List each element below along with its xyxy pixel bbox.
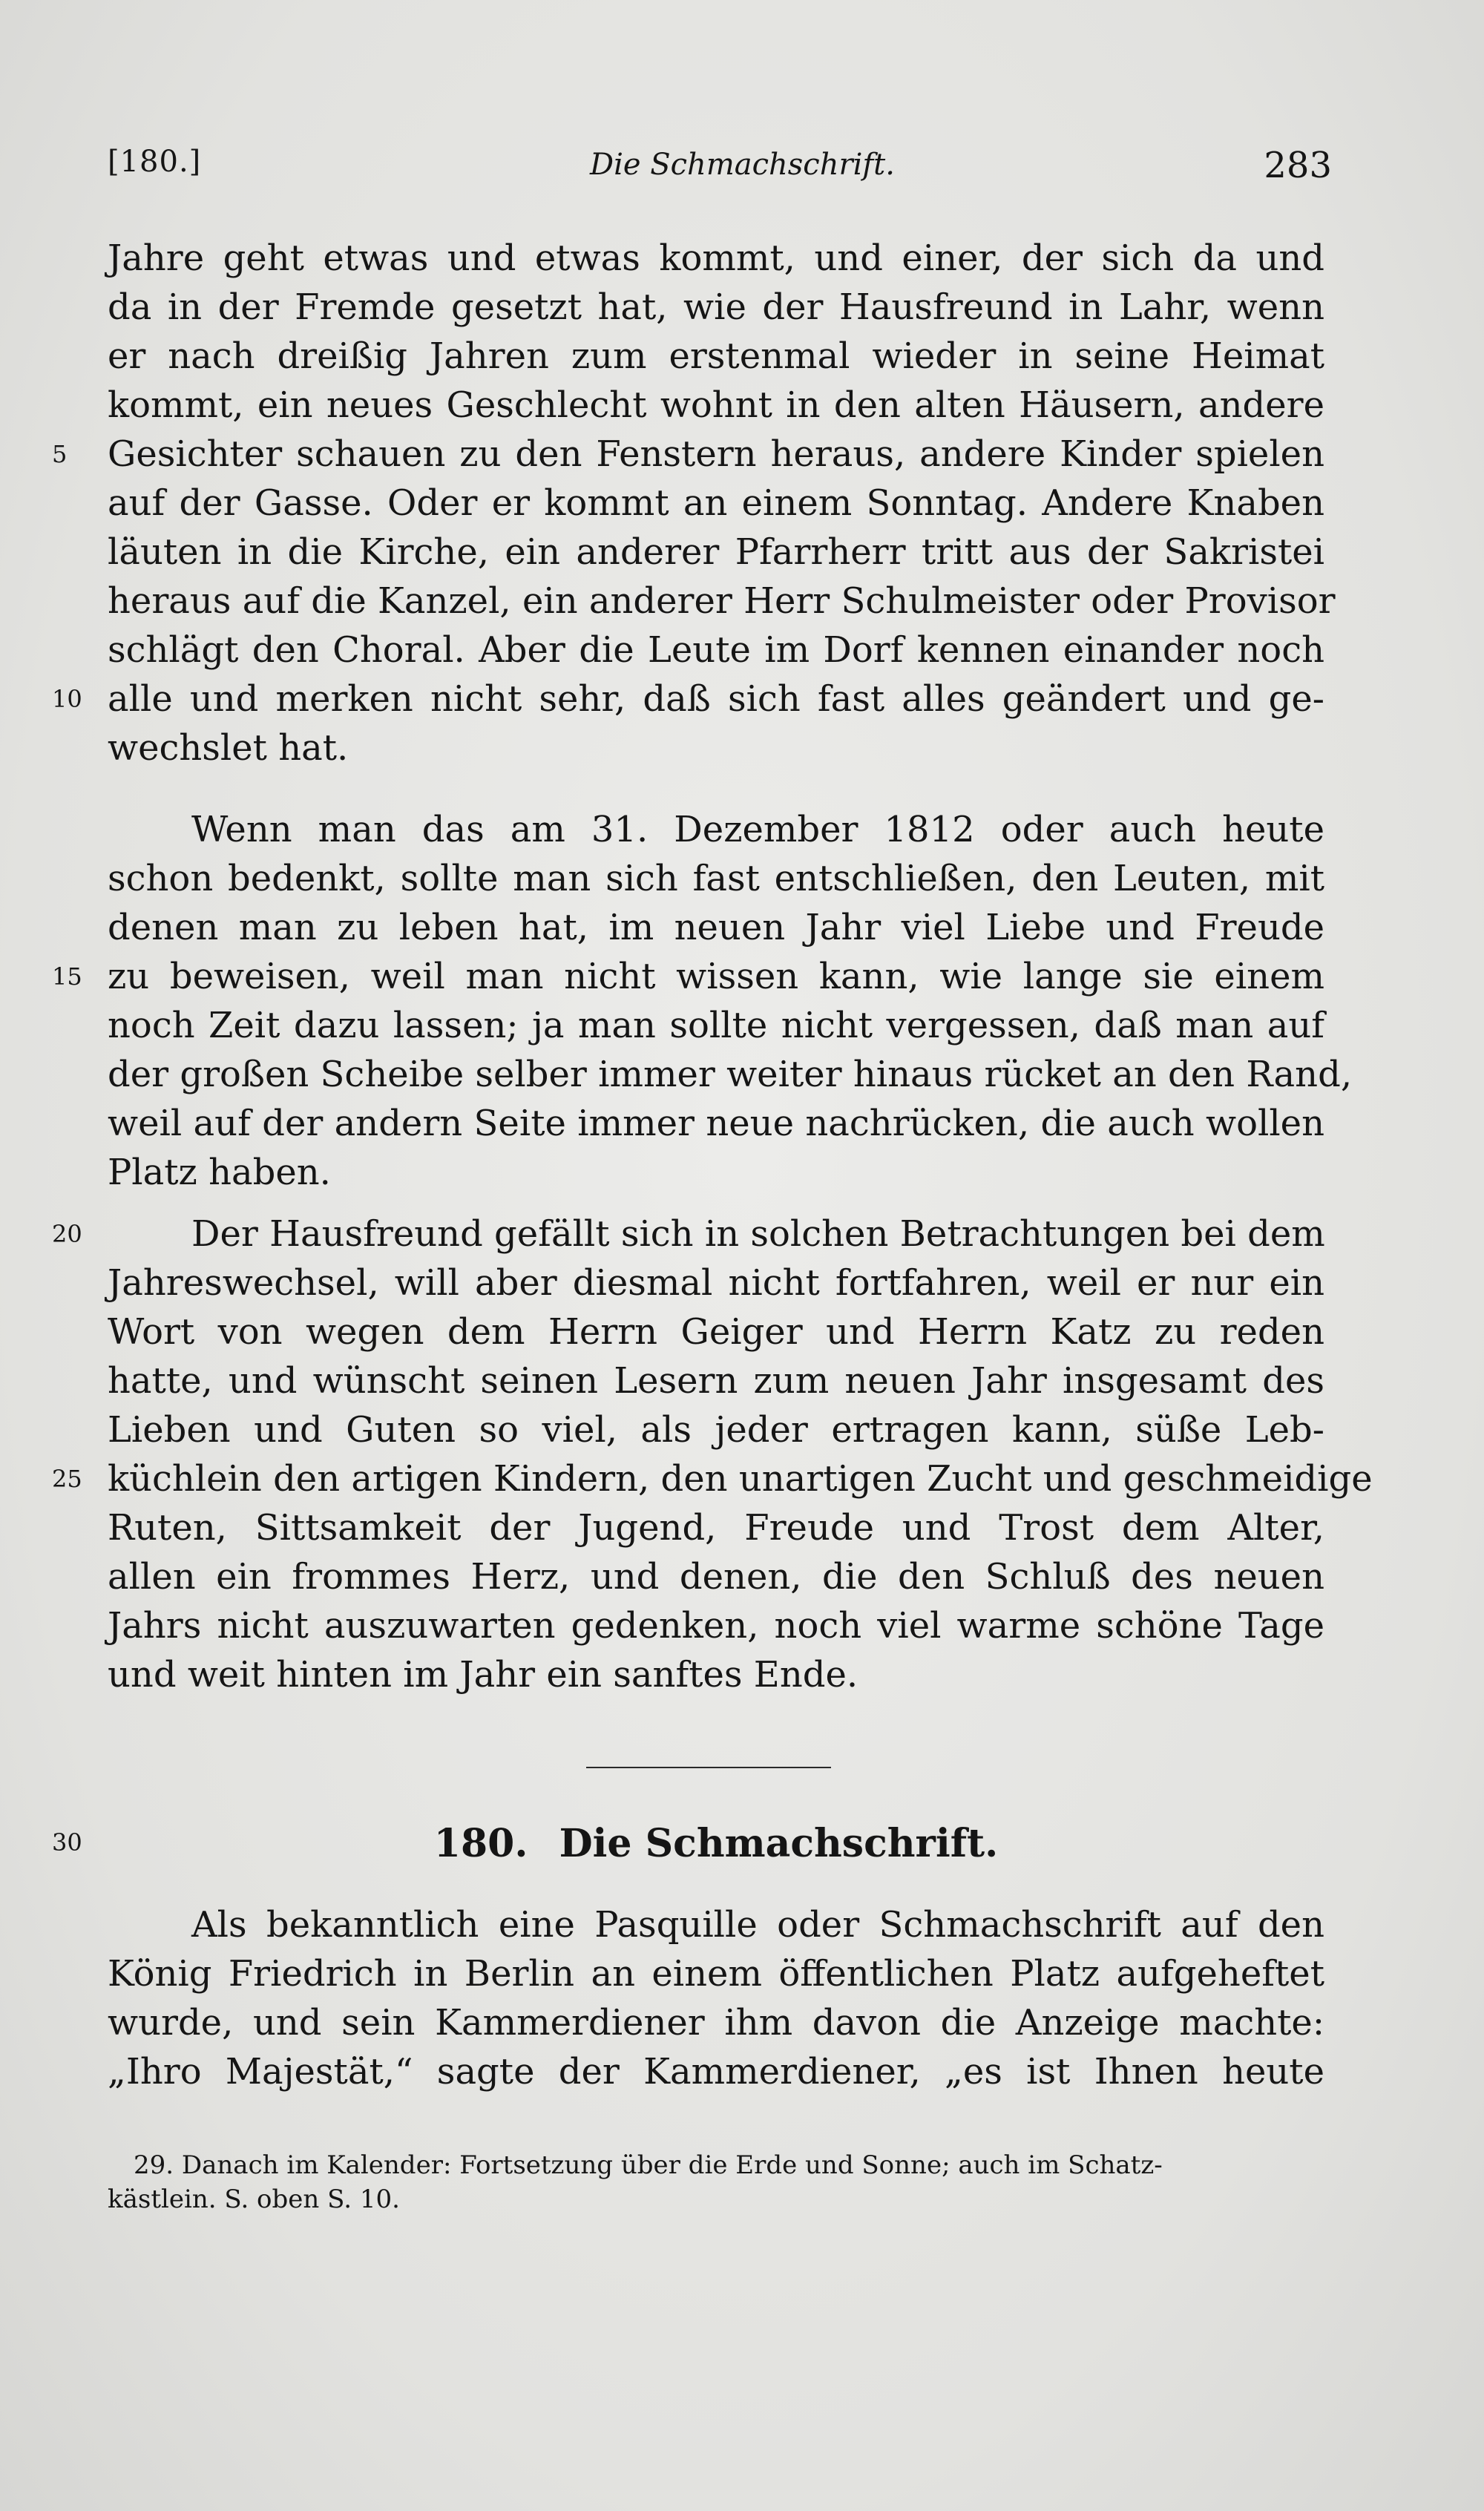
section-divider: [586, 1767, 831, 1768]
text-line: küchlein den artigen Kindern, den unartigen Zucht und geschmeidige: [108, 1458, 1373, 1500]
text-line: da in der Fremde gesetzt hat, wie der Hausfreund in Lahr, wenn: [108, 286, 1324, 328]
text-line: denen man zu leben hat, im neuen Jahr viel Liebe und Freude: [108, 907, 1324, 948]
text-line: weil auf der andern Seite immer neue nachrücken, die auch wollen: [108, 1103, 1324, 1144]
text-line: allen ein frommes Herz, und denen, die den Schluß des neuen: [108, 1556, 1324, 1598]
text-line: Wort von wegen dem Herrn Geiger und Herrn Katz zu reden: [108, 1311, 1324, 1353]
text-line: auf der Gasse. Oder er kommt an einem Sonntag. Andere Knaben: [108, 482, 1324, 524]
text-line: Als bekanntlich eine Pasquille oder Schmachschrift auf den: [191, 1904, 1324, 1946]
line-number: 5: [52, 440, 68, 468]
line-number: 30: [52, 1828, 82, 1857]
text-line: Wenn man das am 31. Dezember 1812 oder auch heute: [191, 809, 1324, 850]
section-heading: [108, 1818, 1324, 1870]
text-line: läuten in die Kirche, ein anderer Pfarrherr tritt aus der Sakristei: [108, 531, 1324, 573]
text-line: schon bedenkt, sollte man sich fast entschließen, den Leuten, mit: [108, 858, 1324, 899]
line-number: 20: [52, 1220, 82, 1248]
text-line: Lieben und Guten so viel, als jeder ertragen kann, süße Leb-: [108, 1409, 1324, 1451]
text-line: Der Hausfreund gefällt sich in solchen Betrachtungen bei dem: [191, 1213, 1325, 1255]
footnote-line: 29. Danach im Kalender: Fortsetzung über die Erde und Sonne; auch im Schatz-: [134, 2150, 1163, 2180]
section-number: 180.: [433, 1821, 528, 1866]
text-line: und weit hinten im Jahr ein sanftes Ende.: [108, 1654, 858, 1696]
text-line: Jahrs nicht auszuwarten gedenken, noch viel warme schöne Tage: [108, 1605, 1324, 1647]
text-line: Jahreswechsel, will aber diesmal nicht fortfahren, weil er nur ein: [108, 1262, 1324, 1304]
text-line: König Friedrich in Berlin an einem öffentlichen Platz aufgeheftet: [108, 1953, 1324, 1995]
text-line: zu beweisen, weil man nicht wissen kann, wie lange sie einem: [108, 956, 1324, 997]
text-line: heraus auf die Kanzel, ein anderer Herr Schulmeister oder Provisor: [108, 580, 1336, 622]
line-number: 15: [52, 962, 82, 991]
text-line: wechslet hat.: [108, 727, 349, 769]
footnote-line: kästlein. S. oben S. 10.: [108, 2185, 400, 2214]
text-line: wurde, und sein Kammerdiener ihm davon die Anzeige machte:: [108, 2002, 1324, 2044]
line-number: 10: [52, 685, 82, 713]
header-bracket-number: [180.]: [108, 145, 202, 179]
text-line: alle und merken nicht sehr, daß sich fast alles geändert und ge-: [108, 678, 1324, 720]
text-line: Ruten, Sittsamkeit der Jugend, Freude und Trost dem Alter,: [108, 1507, 1324, 1549]
text-line: Gesichter schauen zu den Fenstern heraus, andere Kinder spielen: [108, 433, 1324, 475]
header-title: Die Schmachschrift.: [590, 148, 895, 182]
text-line: hatte, und wünscht seinen Lesern zum neuen Jahr insgesamt des: [108, 1360, 1324, 1402]
text-line: schlägt den Choral. Aber die Leute im Dorf kennen einander noch: [108, 629, 1324, 671]
text-line: kommt, ein neues Geschlecht wohnt in den alten Häusern, andere: [108, 384, 1324, 426]
section-title: Die Schmachschrift.: [559, 1821, 999, 1866]
page-number: 283: [1264, 145, 1332, 186]
text-line: Platz haben.: [108, 1152, 331, 1193]
text-line: er nach dreißig Jahren zum erstenmal wieder in seine Heimat: [108, 335, 1324, 377]
text-line: noch Zeit dazu lassen; ja man sollte nicht vergessen, daß man auf: [108, 1005, 1324, 1046]
text-line: der großen Scheibe selber immer weiter hinaus rücket an den Rand,: [108, 1054, 1353, 1095]
running-header: [108, 145, 1332, 197]
text-line: Jahre geht etwas und etwas kommt, und einer, der sich da und: [108, 237, 1324, 279]
text-line: „Ihro Majestät,“ sagte der Kammerdiener, „es ist Ihnen heute: [108, 2051, 1324, 2092]
line-number: 25: [52, 1465, 82, 1493]
